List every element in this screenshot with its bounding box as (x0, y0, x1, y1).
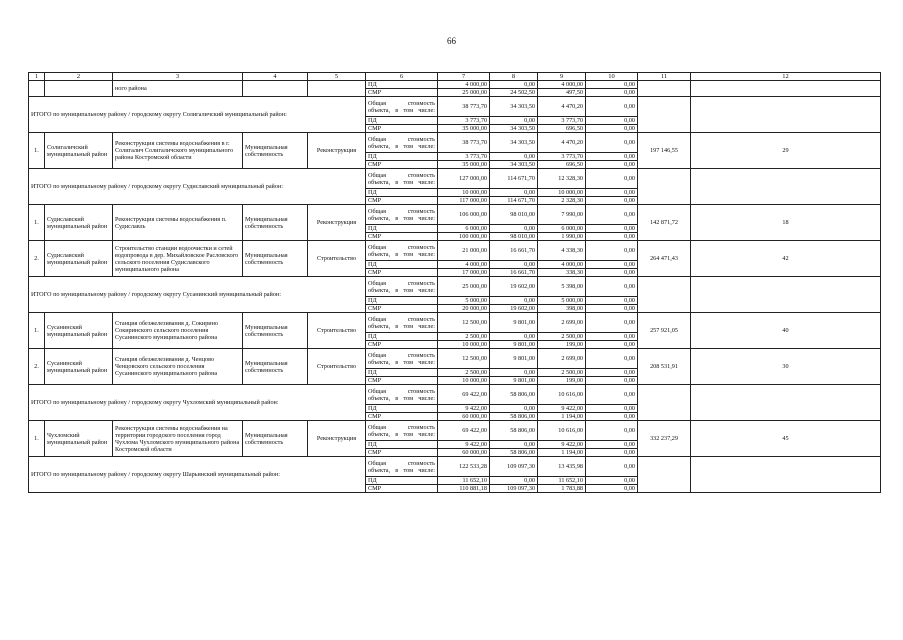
district: Чухломский муниципальный район (45, 421, 113, 457)
page-number: 66 (447, 36, 456, 46)
cost-value-c8: 0,00 (490, 477, 538, 485)
cost-value-c7: 20 000,00 (438, 305, 490, 313)
work-type: Реконструкция (308, 205, 366, 241)
cost-value-c7: 10 000,00 (438, 189, 490, 197)
cost-value-c8: 58 806,00 (490, 385, 538, 405)
header-col-11: 11 (638, 73, 691, 81)
col-11-blank (638, 457, 691, 493)
cost-value-c9: 10 616,00 (538, 421, 586, 441)
itogo-label: ИТОГО по муниципальному району / городскому округу Чухломский муниципальный район: (29, 385, 366, 421)
cost-value-c10: 0,00 (586, 81, 638, 89)
cost-value-c10: 0,00 (586, 341, 638, 349)
work-type (308, 81, 366, 97)
cost-value-c9: 10 616,00 (538, 385, 586, 405)
ownership (243, 81, 308, 97)
cost-value-c10: 0,00 (586, 97, 638, 117)
cost-label: Общая стоимость объекта, в том числе: (366, 205, 438, 225)
cost-label: СМР (366, 485, 438, 493)
cost-value-c10: 0,00 (586, 477, 638, 485)
cost-value-c7: 60 000,00 (438, 413, 490, 421)
cost-value-c10: 0,00 (586, 421, 638, 441)
cost-value-c9: 1 783,88 (538, 485, 586, 493)
object-name: Реконструкция системы водоснабжения в г. Солигалич Солигаличского муниципального района Костромской области (113, 133, 243, 169)
table-row (29, 313, 881, 333)
cost-value-c8: 19 602,00 (490, 277, 538, 297)
ownership: Муниципальная собственность (243, 241, 308, 277)
cost-value-c9: 7 990,00 (538, 205, 586, 225)
col-11-blank (638, 385, 691, 421)
district: Солигаличский муниципальный район (45, 133, 113, 169)
cost-value-c8: 9 801,00 (490, 341, 538, 349)
header-col-6: 6 (366, 73, 438, 81)
ownership: Муниципальная собственность (243, 349, 308, 385)
cost-value-c9: 1 194,00 (538, 449, 586, 457)
itogo-label: ИТОГО по муниципальному району / городскому округу Шарьинский муниципальный район: (29, 457, 366, 493)
cost-value-c10: 0,00 (586, 153, 638, 161)
cost-value-c8: 0,00 (490, 405, 538, 413)
cost-value-c8: 9 801,00 (490, 313, 538, 333)
itogo-label: ИТОГО по муниципальному району / городскому округу Сусанинский муниципальный район: (29, 277, 366, 313)
row-num (29, 81, 45, 97)
cost-value-c7: 12 500,00 (438, 313, 490, 333)
unit-cost-value: 332 237,29 (638, 421, 691, 457)
cost-value-c10: 0,00 (586, 485, 638, 493)
header-col-2: 2 (45, 73, 113, 81)
cost-label: СМР (366, 413, 438, 421)
cost-value-c7: 25 000,00 (438, 89, 490, 97)
ownership: Муниципальная собственность (243, 313, 308, 349)
district (45, 81, 113, 97)
cost-value-c8: 34 303,50 (490, 133, 538, 153)
cost-value-c9: 4 338,30 (538, 241, 586, 261)
cost-value-c8: 0,00 (490, 261, 538, 269)
col-11-blank (638, 277, 691, 313)
cost-value-c8: 109 097,30 (490, 457, 538, 477)
cost-label: ПД (366, 333, 438, 341)
cost-label: СМР (366, 197, 438, 205)
table-row (29, 241, 881, 261)
cost-value-c10: 0,00 (586, 89, 638, 97)
cost-label: ПД (366, 225, 438, 233)
cost-value-c10: 0,00 (586, 457, 638, 477)
cost-label: СМР (366, 449, 438, 457)
col-12-blank (691, 277, 881, 313)
cost-value-c10: 0,00 (586, 197, 638, 205)
unit-cost-value: 142 871,72 (638, 205, 691, 241)
cost-value-c9: 696,50 (538, 161, 586, 169)
cost-label: СМР (366, 377, 438, 385)
cost-value-c10: 0,00 (586, 333, 638, 341)
cost-value-c10: 0,00 (586, 117, 638, 125)
ownership: Муниципальная собственность (243, 205, 308, 241)
cost-label: Общая стоимость объекта, в том числе: (366, 169, 438, 189)
col-12 (691, 81, 881, 97)
cost-value-c7: 35 000,00 (438, 161, 490, 169)
unit-cost-value: 208 531,91 (638, 349, 691, 385)
cost-label: Общая стоимость объекта, в том числе: (366, 133, 438, 153)
cost-value-c10: 0,00 (586, 305, 638, 313)
cost-value-c8: 9 801,00 (490, 377, 538, 385)
cost-value-c8: 58 806,00 (490, 413, 538, 421)
cost-value-c10: 0,00 (586, 449, 638, 457)
cost-value-c9: 10 000,00 (538, 189, 586, 197)
cost-label: Общая стоимость объекта, в том числе: (366, 421, 438, 441)
cost-value-c8: 24 502,50 (490, 89, 538, 97)
cost-value-c9: 9 422,00 (538, 441, 586, 449)
cost-value-c8: 0,00 (490, 369, 538, 377)
cost-value-c7: 6 000,00 (438, 225, 490, 233)
cost-value-c7: 110 881,18 (438, 485, 490, 493)
cost-value-c8: 34 303,50 (490, 97, 538, 117)
capacity-value: 42 (691, 241, 881, 277)
cost-value-c10: 0,00 (586, 441, 638, 449)
cost-value-c8: 34 303,50 (490, 161, 538, 169)
cost-value-c7: 9 422,00 (438, 441, 490, 449)
cost-value-c7: 12 500,00 (438, 349, 490, 369)
district: Судиславский муниципальный район (45, 205, 113, 241)
unit-cost-value: 264 471,43 (638, 241, 691, 277)
cost-value-c9: 4 000,00 (538, 261, 586, 269)
cost-value-c8: 58 806,00 (490, 449, 538, 457)
col-12-blank (691, 169, 881, 205)
cost-value-c7: 60 000,00 (438, 449, 490, 457)
cost-value-c10: 0,00 (586, 241, 638, 261)
cost-value-c9: 11 652,10 (538, 477, 586, 485)
cost-value-c8: 0,00 (490, 297, 538, 305)
cost-label: ПД (366, 297, 438, 305)
cost-value-c8: 0,00 (490, 189, 538, 197)
capacity-value: 18 (691, 205, 881, 241)
capacity-value: 30 (691, 349, 881, 385)
object-name: Станция обезжелезивания д. Ченцово Ченцовского сельского поселения Сусанинского муниципального района (113, 349, 243, 385)
cost-label: Общая стоимость объекта, в том числе: (366, 97, 438, 117)
cost-value-c10: 0,00 (586, 125, 638, 133)
table-row (29, 81, 881, 89)
cost-label: ПД (366, 369, 438, 377)
cost-value-c10: 0,00 (586, 189, 638, 197)
cost-value-c7: 9 422,00 (438, 405, 490, 413)
cost-label: Общая стоимость объекта, в том числе: (366, 385, 438, 405)
table-row (29, 457, 881, 477)
capacity-value: 45 (691, 421, 881, 457)
district: Сусанинский муниципальный район (45, 313, 113, 349)
cost-value-c7: 69 422,00 (438, 421, 490, 441)
cost-value-c9: 2 699,00 (538, 313, 586, 333)
cost-value-c10: 0,00 (586, 377, 638, 385)
cost-value-c9: 5 398,00 (538, 277, 586, 297)
cost-value-c7: 17 000,00 (438, 269, 490, 277)
table-row (29, 277, 881, 297)
row-num: 2. (29, 349, 45, 385)
cost-value-c9: 3 773,70 (538, 153, 586, 161)
capacity-value: 40 (691, 313, 881, 349)
row-num: 1. (29, 133, 45, 169)
cost-value-c9: 13 435,98 (538, 457, 586, 477)
header-col-3: 3 (113, 73, 243, 81)
cost-label: СМР (366, 125, 438, 133)
cost-value-c8: 34 303,50 (490, 125, 538, 133)
cost-label: СМР (366, 89, 438, 97)
object-name: Строительство станции водоочистки и сетей водопровода в дер. Михайловское Расловского сельского поселения Судиславского муниципального района (113, 241, 243, 277)
object-name: Станция обезжелезивания д. Сокирино Сокиринского сельского поселения Сусанинского муниципального района (113, 313, 243, 349)
cost-value-c8: 0,00 (490, 225, 538, 233)
cost-value-c8: 58 806,00 (490, 421, 538, 441)
table-row (29, 97, 881, 117)
cost-value-c10: 0,00 (586, 313, 638, 333)
header-col-9: 9 (538, 73, 586, 81)
itogo-label: ИТОГО по муниципальному району / городскому округу Солигаличский муниципальный район: (29, 97, 366, 133)
cost-label: ПД (366, 81, 438, 89)
cost-label: ПД (366, 405, 438, 413)
col-11-blank (638, 169, 691, 205)
cost-value-c9: 12 328,30 (538, 169, 586, 189)
cost-value-c7: 4 000,00 (438, 81, 490, 89)
cost-value-c9: 497,50 (538, 89, 586, 97)
cost-value-c7: 35 000,00 (438, 125, 490, 133)
cost-value-c9: 199,00 (538, 377, 586, 385)
cost-value-c7: 3 773,70 (438, 153, 490, 161)
cost-label: СМР (366, 341, 438, 349)
table-row (29, 205, 881, 225)
table-row (29, 169, 881, 189)
cost-value-c7: 106 000,00 (438, 205, 490, 225)
cost-value-c8: 0,00 (490, 117, 538, 125)
cost-label: Общая стоимость объекта, в том числе: (366, 349, 438, 369)
row-num: 1. (29, 205, 45, 241)
cost-value-c10: 0,00 (586, 369, 638, 377)
itogo-label: ИТОГО по муниципальному району / городскому округу Судиславский муниципальный район: (29, 169, 366, 205)
cost-value-c9: 9 422,00 (538, 405, 586, 413)
cost-value-c7: 5 000,00 (438, 297, 490, 305)
cost-label: ПД (366, 189, 438, 197)
cost-value-c9: 4 470,20 (538, 133, 586, 153)
cost-value-c7: 11 652,10 (438, 477, 490, 485)
cost-value-c9: 1 990,00 (538, 233, 586, 241)
cost-value-c10: 0,00 (586, 133, 638, 153)
col-11 (638, 81, 691, 97)
cost-value-c9: 3 773,70 (538, 117, 586, 125)
cost-label: ПД (366, 153, 438, 161)
cost-value-c10: 0,00 (586, 385, 638, 405)
cost-value-c10: 0,00 (586, 269, 638, 277)
cost-value-c9: 4 000,00 (538, 81, 586, 89)
cost-value-c8: 98 010,00 (490, 233, 538, 241)
cost-value-c7: 117 000,00 (438, 197, 490, 205)
cost-value-c7: 10 000,00 (438, 377, 490, 385)
cost-value-c9: 199,00 (538, 341, 586, 349)
object-name: Реконструкция системы водоснабжения п. Судиславль (113, 205, 243, 241)
cost-value-c10: 0,00 (586, 205, 638, 225)
header-col-10: 10 (586, 73, 638, 81)
cost-value-c7: 3 773,70 (438, 117, 490, 125)
cost-value-c8: 0,00 (490, 333, 538, 341)
cost-label: Общая стоимость объекта, в том числе: (366, 277, 438, 297)
cost-value-c8: 114 671,70 (490, 169, 538, 189)
work-type: Реконструкция (308, 133, 366, 169)
cost-value-c7: 122 533,28 (438, 457, 490, 477)
header-col-4: 4 (243, 73, 308, 81)
cost-value-c8: 0,00 (490, 81, 538, 89)
cost-value-c7: 127 000,00 (438, 169, 490, 189)
capacity-value: 29 (691, 133, 881, 169)
cost-label: Общая стоимость объекта, в том числе: (366, 241, 438, 261)
table-row (29, 421, 881, 441)
col-11-blank (638, 97, 691, 133)
cost-value-c10: 0,00 (586, 161, 638, 169)
cost-label: ПД (366, 261, 438, 269)
cost-label: ПД (366, 117, 438, 125)
cost-value-c8: 109 097,30 (490, 485, 538, 493)
cost-value-c10: 0,00 (586, 261, 638, 269)
table-row (29, 73, 881, 81)
cost-value-c7: 21 000,00 (438, 241, 490, 261)
cost-value-c9: 2 500,00 (538, 369, 586, 377)
cost-label: ПД (366, 441, 438, 449)
cost-label: СМР (366, 305, 438, 313)
header-col-5: 5 (308, 73, 366, 81)
row-num: 1. (29, 313, 45, 349)
cost-label: Общая стоимость объекта, в том числе: (366, 457, 438, 477)
cost-value-c10: 0,00 (586, 349, 638, 369)
cost-value-c7: 38 773,70 (438, 133, 490, 153)
cost-value-c9: 5 000,00 (538, 297, 586, 305)
cost-value-c9: 4 470,20 (538, 97, 586, 117)
col-12-blank (691, 457, 881, 493)
col-12-blank (691, 385, 881, 421)
unit-cost-value: 257 921,05 (638, 313, 691, 349)
cost-value-c7: 100 000,00 (438, 233, 490, 241)
cost-value-c8: 114 671,70 (490, 197, 538, 205)
cost-value-c8: 16 661,70 (490, 269, 538, 277)
header-col-8: 8 (490, 73, 538, 81)
district: Судиславский муниципальный район (45, 241, 113, 277)
cost-value-c10: 0,00 (586, 413, 638, 421)
district: Сусанинский муниципальный район (45, 349, 113, 385)
cost-label: ПД (366, 477, 438, 485)
cost-value-c7: 69 422,00 (438, 385, 490, 405)
cost-value-c8: 0,00 (490, 441, 538, 449)
table-row (29, 133, 881, 153)
work-type: Строительство (308, 241, 366, 277)
cost-value-c8: 16 661,70 (490, 241, 538, 261)
col-12-blank (691, 97, 881, 133)
header-col-7: 7 (438, 73, 490, 81)
work-type: Реконструкция (308, 421, 366, 457)
work-type: Строительство (308, 313, 366, 349)
object-name: ного района (113, 81, 243, 97)
cost-value-c8: 98 010,00 (490, 205, 538, 225)
cost-value-c10: 0,00 (586, 297, 638, 305)
ownership: Муниципальная собственность (243, 133, 308, 169)
cost-value-c8: 0,00 (490, 153, 538, 161)
cost-value-c8: 19 602,00 (490, 305, 538, 313)
row-num: 2. (29, 241, 45, 277)
table-row (29, 349, 881, 369)
cost-value-c7: 10 000,00 (438, 341, 490, 349)
work-type: Строительство (308, 349, 366, 385)
cost-value-c9: 696,50 (538, 125, 586, 133)
cost-value-c8: 9 801,00 (490, 349, 538, 369)
object-name: Реконструкция системы водоснабжения на территории городского поселения город Чухлома Чухломского муниципального района Костромской области (113, 421, 243, 457)
cost-value-c9: 338,30 (538, 269, 586, 277)
header-col-12: 12 (691, 73, 881, 81)
cost-value-c9: 2 328,30 (538, 197, 586, 205)
cost-value-c7: 2 500,00 (438, 333, 490, 341)
cost-value-c7: 38 773,70 (438, 97, 490, 117)
cost-value-c7: 25 000,00 (438, 277, 490, 297)
cost-value-c7: 2 500,00 (438, 369, 490, 377)
cost-value-c9: 1 194,00 (538, 413, 586, 421)
unit-cost-value: 197 146,55 (638, 133, 691, 169)
cost-value-c10: 0,00 (586, 169, 638, 189)
investment-table (28, 72, 881, 493)
cost-label: СМР (366, 233, 438, 241)
cost-value-c10: 0,00 (586, 233, 638, 241)
cost-value-c7: 4 000,00 (438, 261, 490, 269)
row-num: 1. (29, 421, 45, 457)
header-col-1: 1 (29, 73, 45, 81)
cost-value-c9: 398,00 (538, 305, 586, 313)
cost-value-c9: 2 500,00 (538, 333, 586, 341)
cost-value-c9: 2 699,00 (538, 349, 586, 369)
cost-label: Общая стоимость объекта, в том числе: (366, 313, 438, 333)
cost-label: СМР (366, 161, 438, 169)
cost-value-c9: 6 000,00 (538, 225, 586, 233)
cost-label: СМР (366, 269, 438, 277)
table-row (29, 385, 881, 405)
ownership: Муниципальная собственность (243, 421, 308, 457)
cost-value-c10: 0,00 (586, 225, 638, 233)
cost-value-c10: 0,00 (586, 405, 638, 413)
cost-value-c10: 0,00 (586, 277, 638, 297)
